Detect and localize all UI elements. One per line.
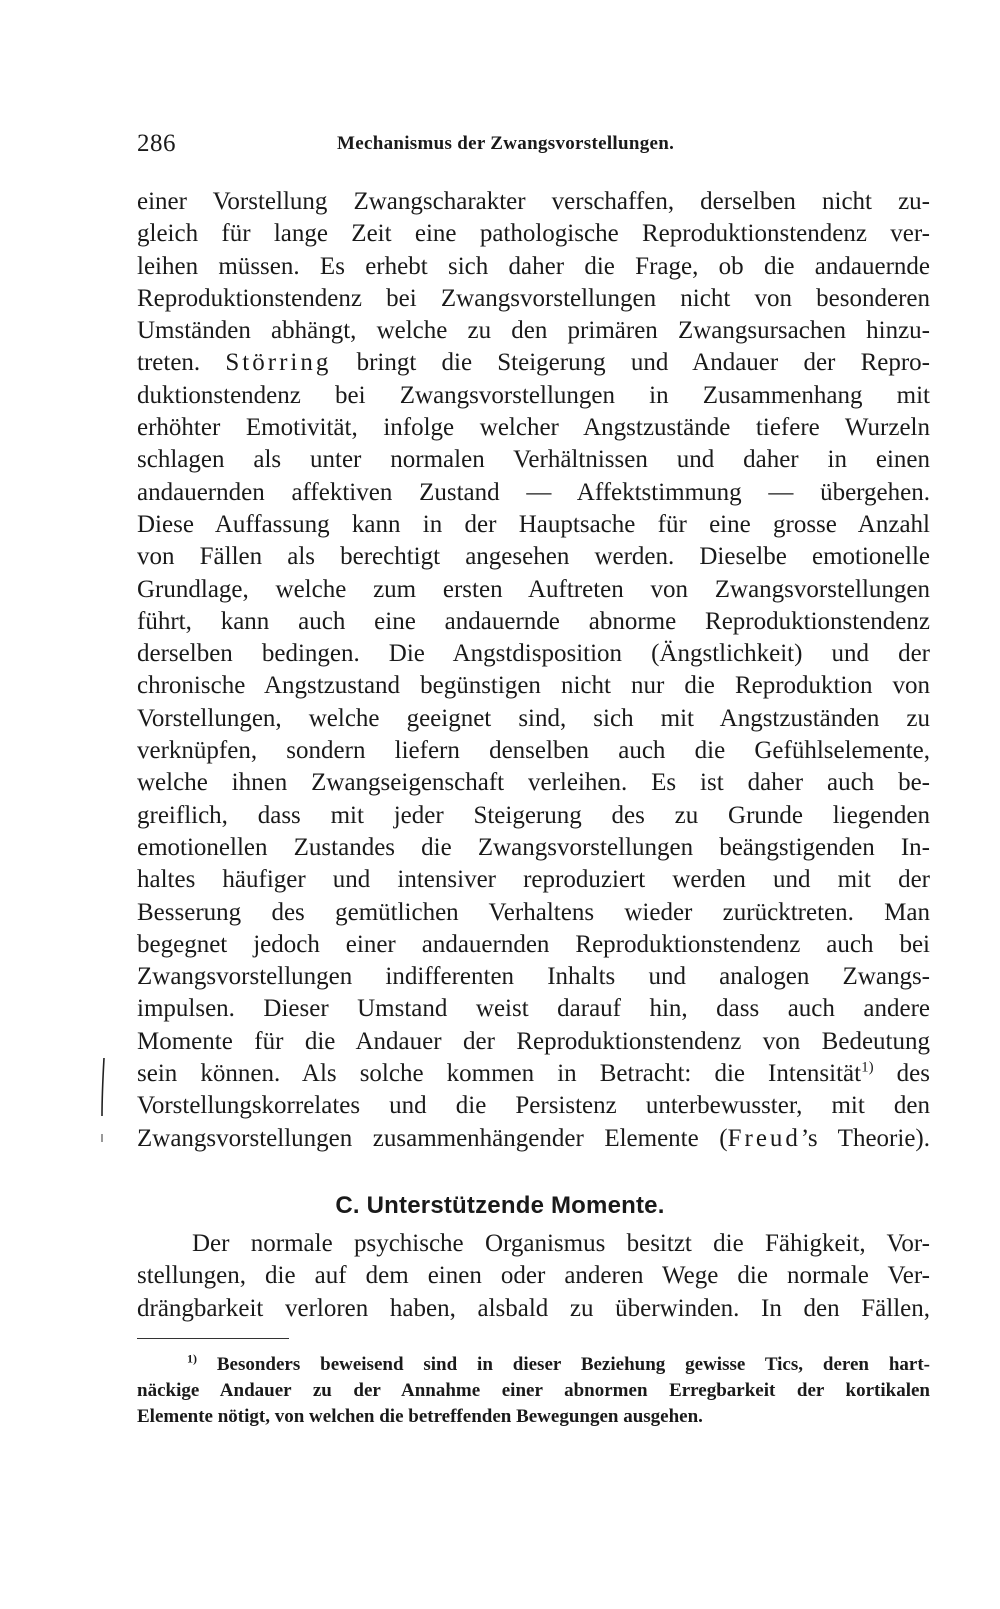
text-line: Grundlage, welche zum ersten Auftreten von Zwangsvorstellungen [137, 575, 930, 603]
running-head: Mechanismus der Zwangsvorstellungen. [337, 133, 675, 154]
text-line [137, 1123, 930, 1155]
text-fragment: Besonders beweisend sind in dieser Beziehung gewisse Tics, deren hart- [197, 1354, 930, 1375]
text-line: impulsen. Dieser Umstand weist darauf hin, dass auch andere [137, 995, 930, 1023]
footnote [137, 1352, 930, 1430]
text-line: welche ihnen Zwangseigenschaft verleihen. Es ist daher auch be- [137, 769, 930, 797]
text-fragment: sein können. Als solche kommen in Betracht: die Intensität [137, 1060, 862, 1088]
text-line: Reproduktionstendenz bei Zwangsvorstellungen nicht von besonderen [137, 284, 930, 312]
text-line: drängbarkeit verloren haben, alsbald zu überwinden. In den Fällen, [137, 1294, 930, 1322]
text-line: Momente für die Andauer der Reproduktionstendenz von Bedeutung [137, 1027, 930, 1055]
second-paragraph [137, 1228, 930, 1325]
text-line: von Fällen als berechtigt angesehen werden. Dieselbe emotionelle [137, 543, 930, 571]
text-line: einer Vorstellung Zwangscharakter verschaffen, derselben nicht zu- [137, 188, 930, 215]
text-line: emotionellen Zustandes die Zwangsvorstellungen beängstigenden In- [137, 833, 930, 861]
text-line: duktionstendenz bei Zwangsvorstellungen in Zusammenhang mit [137, 381, 930, 409]
text-line: leihen müssen. Es erhebt sich daher die Frage, ob die andauernde [137, 252, 930, 280]
text-line: Vorstellungen, welche geeignet sind, sich mit Angstzuständen zu [137, 704, 930, 732]
text-fragment: treten. [137, 349, 201, 377]
text-fragment: bringt die Steigerung und Andauer der Repro- [331, 349, 930, 377]
text-line: Besserung des gemütlichen Verhaltens wieder zurücktreten. Man [137, 898, 930, 926]
author-name-freud: Freud [727, 1124, 801, 1152]
text-fragment: Zwangsvorstellungen zusammenhängender Elemente ( [137, 1124, 728, 1152]
text-line: erhöhter Emotivität, infolge welcher Angstzustände tiefere Wurzeln [137, 414, 930, 442]
text-line: Zwangsvorstellungen indifferenten Inhalts und analogen Zwangs- [137, 963, 930, 991]
footnote-line: Elemente nötigt, von welchen die betreffenden Bewegungen ausgehen. [137, 1406, 703, 1427]
text-line: schlagen als unter normalen Verhältnissen und daher in einen [137, 446, 930, 474]
section-heading: C. Unterstützende Momente. [335, 1192, 665, 1219]
author-name-storring: Störring [225, 349, 332, 377]
text-line: Umständen abhängt, welche zu den primären Zwangsursachen hinzu- [137, 317, 930, 345]
text-line [137, 347, 930, 379]
text-line: führt, kann auch eine andauernde abnorme Reproduktionstendenz [137, 607, 930, 635]
text-line: stellungen, die auf dem einen oder anderen Wege die normale Ver- [137, 1262, 930, 1290]
text-line: andauernden affektiven Zustand — Affektstimmung — übergehen. [137, 478, 930, 506]
text-line: haltes häufiger und intensiver reproduziert werden und mit der [137, 866, 930, 894]
text-line: greiflich, dass mit jeder Steigerung des zu Grunde liegenden [137, 801, 930, 829]
main-paragraph [137, 186, 930, 1155]
text-line [137, 1058, 930, 1090]
footnote-reference: 1) [861, 1059, 874, 1076]
footnote-line [137, 1352, 930, 1378]
text-line: chronische Angstzustand begünstigen nicht nur die Reproduktion von [137, 672, 930, 700]
text-line: Der normale psychische Organismus besitzt die Fähigkeit, Vor- [192, 1230, 930, 1257]
text-fragment: ’s Theorie). [800, 1124, 930, 1152]
page-number: 286 [137, 130, 176, 157]
text-line: verknüpfen, sondern liefern denselben auch die Gefühlselemente, [137, 737, 930, 765]
text-line: Diese Auffassung kann in der Hauptsache für eine grosse Anzahl [137, 510, 930, 538]
text-line: Vorstellungskorrelates und die Persistenz unterbewusster, mit den [137, 1092, 930, 1120]
page-header [137, 130, 930, 166]
footnote-line: näckige Andauer zu der Annahme einer abnormen Erregbarkeit der kortikalen [137, 1380, 930, 1401]
text-line: derselben bedingen. Die Angstdisposition (Ängstlichkeit) und der [137, 640, 930, 668]
footnote-marker: 1) [187, 1352, 197, 1366]
text-line: begegnet jedoch einer andauernden Reproduktionstendenz auch bei [137, 930, 930, 958]
footnote-divider [137, 1338, 289, 1339]
text-fragment: des [873, 1060, 930, 1088]
margin-pencil-mark [100, 1056, 106, 1146]
text-line: gleich für lange Zeit eine pathologische Reproduktionstendenz ver- [137, 220, 930, 248]
